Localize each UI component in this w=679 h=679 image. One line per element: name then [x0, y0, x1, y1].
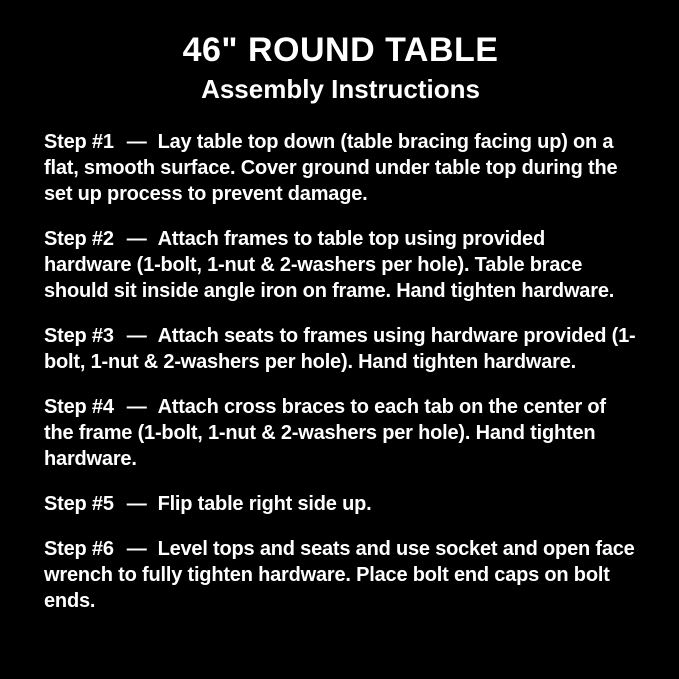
step-paragraph-4 — [44, 394, 637, 472]
step-paragraph-2 — [44, 226, 637, 304]
step-text: Attach cross braces to each tab on the center of the frame (1-bolt, 1-nut & 2-washers per hole). Hand tighten hardware. — [44, 396, 606, 470]
step-label: Step #2 — [44, 228, 114, 250]
step-text: Lay table top down (table bracing facing up) on a flat, smooth surface. Cover ground under table top during the set up process to prevent damage. — [44, 131, 618, 205]
step-paragraph-6 — [44, 536, 637, 614]
page-subtitle: Assembly Instructions — [201, 74, 480, 104]
page-title: 46" ROUND TABLE — [182, 31, 499, 69]
step-text: Flip table right side up. — [157, 493, 372, 515]
step-paragraph-1 — [44, 129, 637, 207]
step-label: Step #5 — [44, 493, 114, 515]
step-label: Step #4 — [44, 396, 114, 418]
step-separator: — — [126, 538, 147, 560]
steps-list — [44, 129, 637, 614]
step-label: Step #3 — [44, 325, 114, 347]
step-paragraph-3 — [44, 323, 637, 375]
step-separator: — — [126, 325, 147, 347]
step-separator: — — [126, 228, 147, 250]
step-paragraph-5 — [44, 491, 637, 517]
step-separator: — — [126, 493, 147, 515]
step-text: Attach seats to frames using hardware provided (1-bolt, 1-nut & 2-washers per hole). Hand tighten hardware. — [44, 325, 636, 373]
step-separator: — — [126, 396, 147, 418]
step-text: Attach frames to table top using provided hardware (1-bolt, 1-nut & 2-washers per hole). Table brace should sit inside angle iron on frame. Hand tighten hardware. — [44, 228, 615, 302]
step-label: Step #6 — [44, 538, 114, 560]
step-text: Level tops and seats and use socket and open face wrench to fully tighten hardware. Place bolt end caps on bolt ends. — [44, 538, 635, 612]
step-separator: — — [126, 131, 147, 153]
step-label: Step #1 — [44, 131, 114, 153]
